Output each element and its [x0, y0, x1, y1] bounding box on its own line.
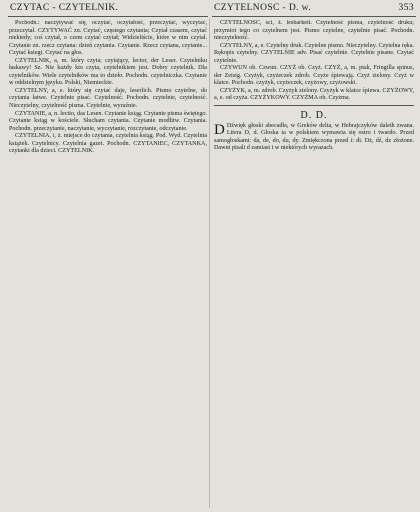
- running-head-right-text: CZYTELNOSC - D. w.: [214, 3, 312, 13]
- section-d-paragraph: [214, 123, 414, 153]
- section-rule: [214, 105, 414, 106]
- drop-cap: D: [214, 121, 225, 138]
- header-rule-left: [8, 16, 208, 17]
- column-gutter: [209, 18, 210, 508]
- header-rule-right: [212, 16, 416, 17]
- right-column: [214, 20, 414, 508]
- entry-paragraph: CZYTELNIA, i, ż. miejsce do czytania, czytelnia ksiąg. Pod. Wyd. Czytelnia książek. Czytelnicy. Czytelnia gazet. Pochodn. CZYTANIEC, CZYTANKA, czytanki dla dzieci. CZYTELNIK.: [9, 133, 207, 155]
- entry-paragraph: Pochodn.: naczytywać się, oczytać, oczytałość, przeczytać, wyczytać, przeczytał. CZYTYWAĆ zn. Czytać, częstego czytania; Czytał czasem, czytać niekiedy; coś czytał, o czem czytać czytał; Widzieliście, które w nim czytał. Czytanie zn. rzecz czytana: dzień czytania. Czytanie. Rzecz czytana, czytanie... Czytać ksiegi. Czytać na głos.: [9, 20, 207, 57]
- running-head-left: CZYTAC - CZYTELNIK.: [10, 3, 119, 13]
- entry-paragraph: CZYWUN ob. Czwun. CZYŻ ob. Czyż. CZYŻ, a, m. ptak, Fringilla spinus, der Zeisig. Czyżyk, czyżeczek zdrob. Czyże śpiewają. Czyż zielony. Czyż w klatce. Pochodn. czyżyk, czyżeczek, czyżowy, czyżowski.: [214, 65, 414, 87]
- entry-paragraph: CZYŻYK, a, m. zdrob. Czyżyk zielony. Czyżyk w klatce śpiewa. CZYŻOWY, a, e. od czyża. CZYŻYKOWY. CZYŻMA ob. Czyżma.: [214, 87, 414, 102]
- entry-paragraph: CZYTELNY, a, e. który się czytać daje, leserlich. Pismo czytelne, do czytania łatwe. Czytelnie pisać. Czytelność. Pochodn. czytelnie, czytelność. Nieczytelny, czytelność pisma. Czytelnie, wyraźnie.: [9, 87, 207, 110]
- entry-paragraph: CZYTELNY, a, e. Czytelny druk. Czytelne pismo. Nieczytelny. Czytelna ręka. Rękopis czytelny. CZYTELNIE adv. Pisać czytelnie. Czytelnie pisane. Czytać czytelnie.: [214, 42, 414, 64]
- running-head-right: [214, 3, 414, 17]
- left-column: [9, 20, 207, 508]
- section-d-text: Dźwięk głoski abecadła, w Greków delta, w Hebrajczyków daleth zwana. Litera D, d. Głoska ta w polskiem wymawia się ostro i twardo. Przed samogłoskami: da, de, do, du, dy. Zmiękczona przed i: di. Dż, dź, dz złożone. Dawni pisali d zamiast t w niektórych wyrazach.: [214, 122, 414, 152]
- page-number: 353: [398, 3, 414, 13]
- entry-paragraph: CZYTELNIK, a, m. który czyta; czytający, lector, der Leser. Czytelniku łaskawy! Sz. Nie każdy kto czyta, czytelnikiem jest. Dobry czytelnik. Dla czytelników. Wiele czytelników ma to dzieło. Pochodn. czytelniczka. Czytanie w oddzielnym języku. Polski, Niemieckie.: [9, 57, 207, 87]
- section-heading: D. D.: [300, 110, 328, 122]
- entry-paragraph: CZYTANIE, a, n. lectio, das Lesen. Czytanie ksiąg. Czytanie pisma świętego. Czytanie ksiąg w kościele. Słucham czytania. Czytanie modlitw. Czytania. Pochodn. przeczytanie, naczytanie, wyczytanie, rozczytanie, odczytanie.: [9, 110, 207, 132]
- entry-paragraph: CZYTELNOSC, ści, ż. lesbarkeit. Czytelność pisma, czytelność druku; przymiot tego co czytelnem jest. Pismo czytelne, czytelnie pisać. Pochodn. nieczytelność.: [214, 20, 414, 42]
